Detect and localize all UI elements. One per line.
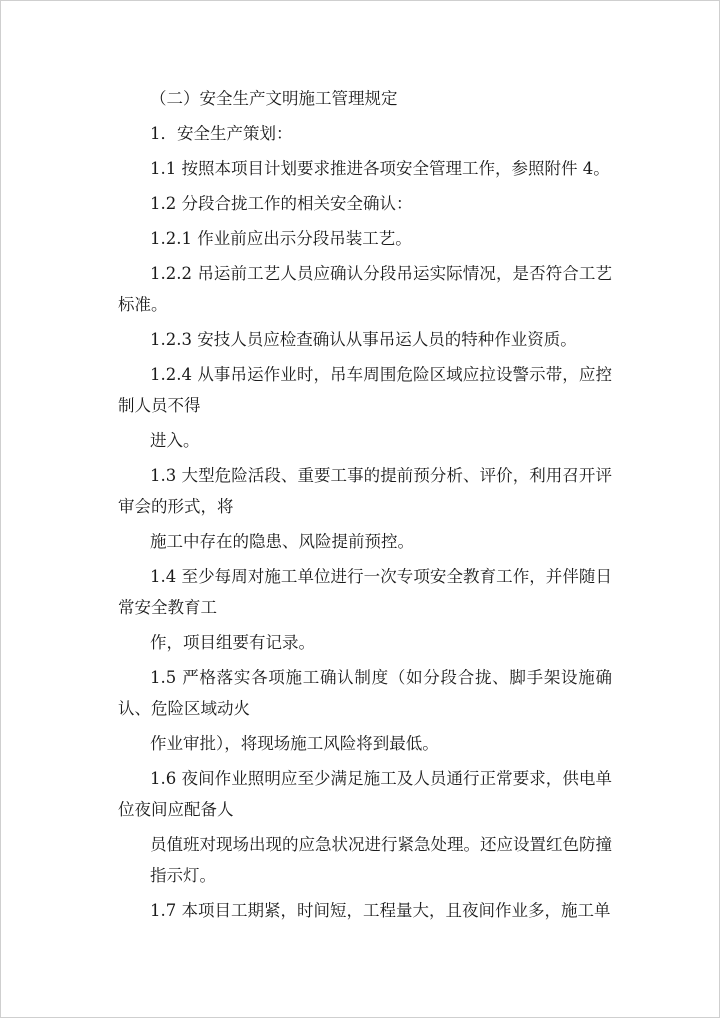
document-body [118,83,612,930]
paragraph: 1.5 严格落实各项施工确认制度（如分段合拢、脚手架设施确认、危险区域动火 [118,668,612,718]
paragraph: 1.7 本项目工期紧，时间短，工程量大，且夜间作业多，施工单 [150,901,611,920]
section-heading: （二）安全生产文明施工管理规定 [150,89,398,108]
paragraph: 1.2.2 吊运前工艺人员应确认分段吊运实际情况，是否符合工艺标准。 [118,264,612,314]
paragraph-continuation: 施工中存在的隐患、风险提前预控。 [150,532,414,551]
paragraph: 1.1 按照本项目计划要求推进各项安全管理工作，参照附件 4。 [150,159,610,178]
paragraph-continuation: 作，项目组要有记录。 [150,633,315,652]
paragraph-continuation: 进入。 [150,431,200,450]
paragraph: 1．安全生产策划： [150,124,293,143]
paragraph: 1.6 夜间作业照明应至少满足施工及人员通行正常要求，供电单位夜间应配备人 [118,769,612,819]
paragraph: 1.2.3 安技人员应检查确认从事吊运人员的特种作业资质。 [150,330,577,349]
paragraph: 1.2.4 从事吊运作业时，吊车周围危险区域应拉设警示带，应控制人员不得 [118,365,612,415]
paragraph-continuation: 员值班对现场出现的应急状况进行紧急处理。还应设置红色防撞指示灯。 [150,835,612,885]
paragraph-continuation: 作业审批），将现场施工风险将到最低。 [150,734,439,753]
paragraph: 1.2.1 作业前应出示分段吊装工艺。 [150,229,412,248]
paragraph: 1.2 分段合拢工作的相关安全确认： [150,194,413,213]
paragraph: 1.4 至少每周对施工单位进行一次专项安全教育工作，并伴随日常安全教育工 [118,567,612,617]
paragraph: 1.3 大型危险活段、重要工事的提前预分析、评价，利用召开评审会的形式，将 [118,466,612,516]
